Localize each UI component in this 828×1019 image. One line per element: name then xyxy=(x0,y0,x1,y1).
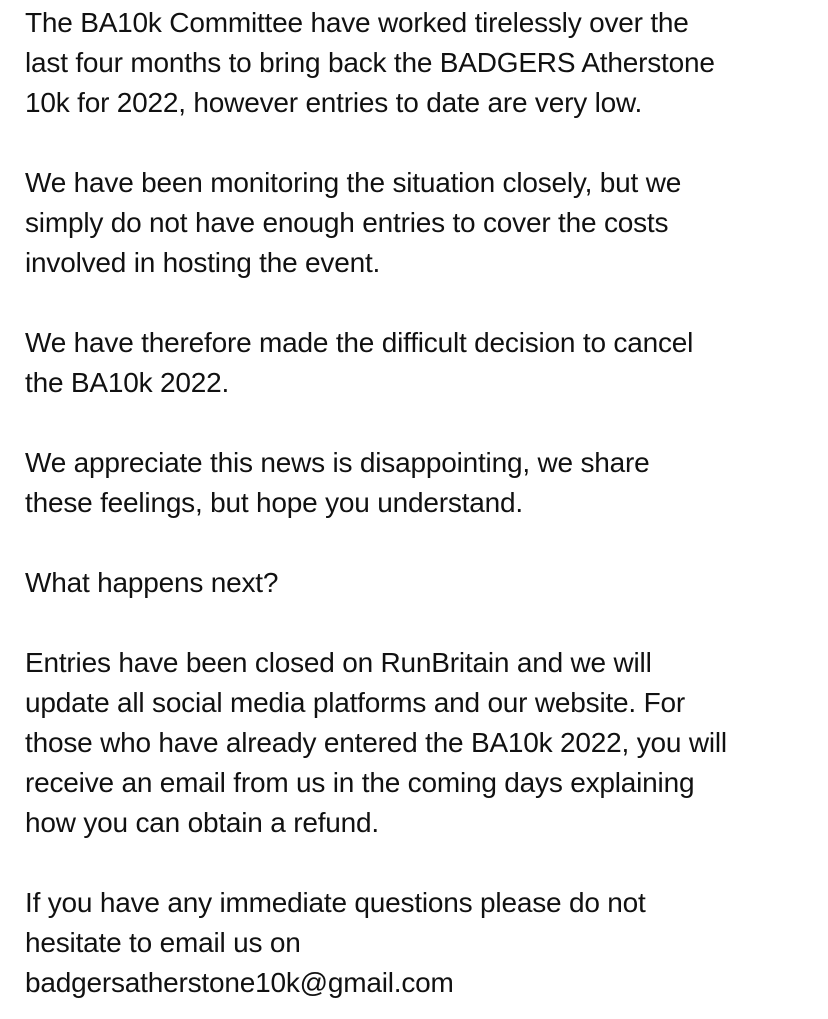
contact-email: badgersatherstone10k@gmail.com xyxy=(25,967,454,998)
text-line: update all social media platforms and our website. For xyxy=(25,687,685,718)
text-line: hesitate to email us on xyxy=(25,927,301,958)
paragraph-monitoring xyxy=(25,163,825,283)
text-line: receive an email from us in the coming days explaining xyxy=(25,767,695,798)
paragraph-contact xyxy=(25,883,825,1003)
text-line: those who have already entered the BA10k 2022, you will xyxy=(25,727,727,758)
paragraph-intro xyxy=(25,3,825,123)
text-line: If you have any immediate questions please do not xyxy=(25,887,646,918)
text-line: Entries have been closed on RunBritain and we will xyxy=(25,647,652,678)
paragraph-decision xyxy=(25,323,825,403)
text-line: We have been monitoring the situation closely, but we xyxy=(25,167,682,198)
text-line: The BA10k Committee have worked tirelessly over the xyxy=(25,7,689,38)
text-line: We appreciate this news is disappointing, we share xyxy=(25,447,650,478)
text-line: last four months to bring back the BADGERS Atherstone xyxy=(25,47,715,78)
text-line: involved in hosting the event. xyxy=(25,247,381,278)
text-line: how you can obtain a refund. xyxy=(25,807,379,838)
paragraph-next-steps xyxy=(25,643,825,843)
text-line: 10k for 2022, however entries to date are very low. xyxy=(25,87,643,118)
text-line: We have therefore made the difficult decision to cancel xyxy=(25,327,694,358)
text-line: simply do not have enough entries to cover the costs xyxy=(25,207,669,238)
paragraph-next-heading xyxy=(25,563,825,603)
paragraph-apology xyxy=(25,443,825,523)
text-line: the BA10k 2022. xyxy=(25,367,230,398)
cancellation-notice xyxy=(25,0,825,1003)
text-line: What happens next? xyxy=(25,567,279,598)
text-line: these feelings, but hope you understand. xyxy=(25,487,523,518)
